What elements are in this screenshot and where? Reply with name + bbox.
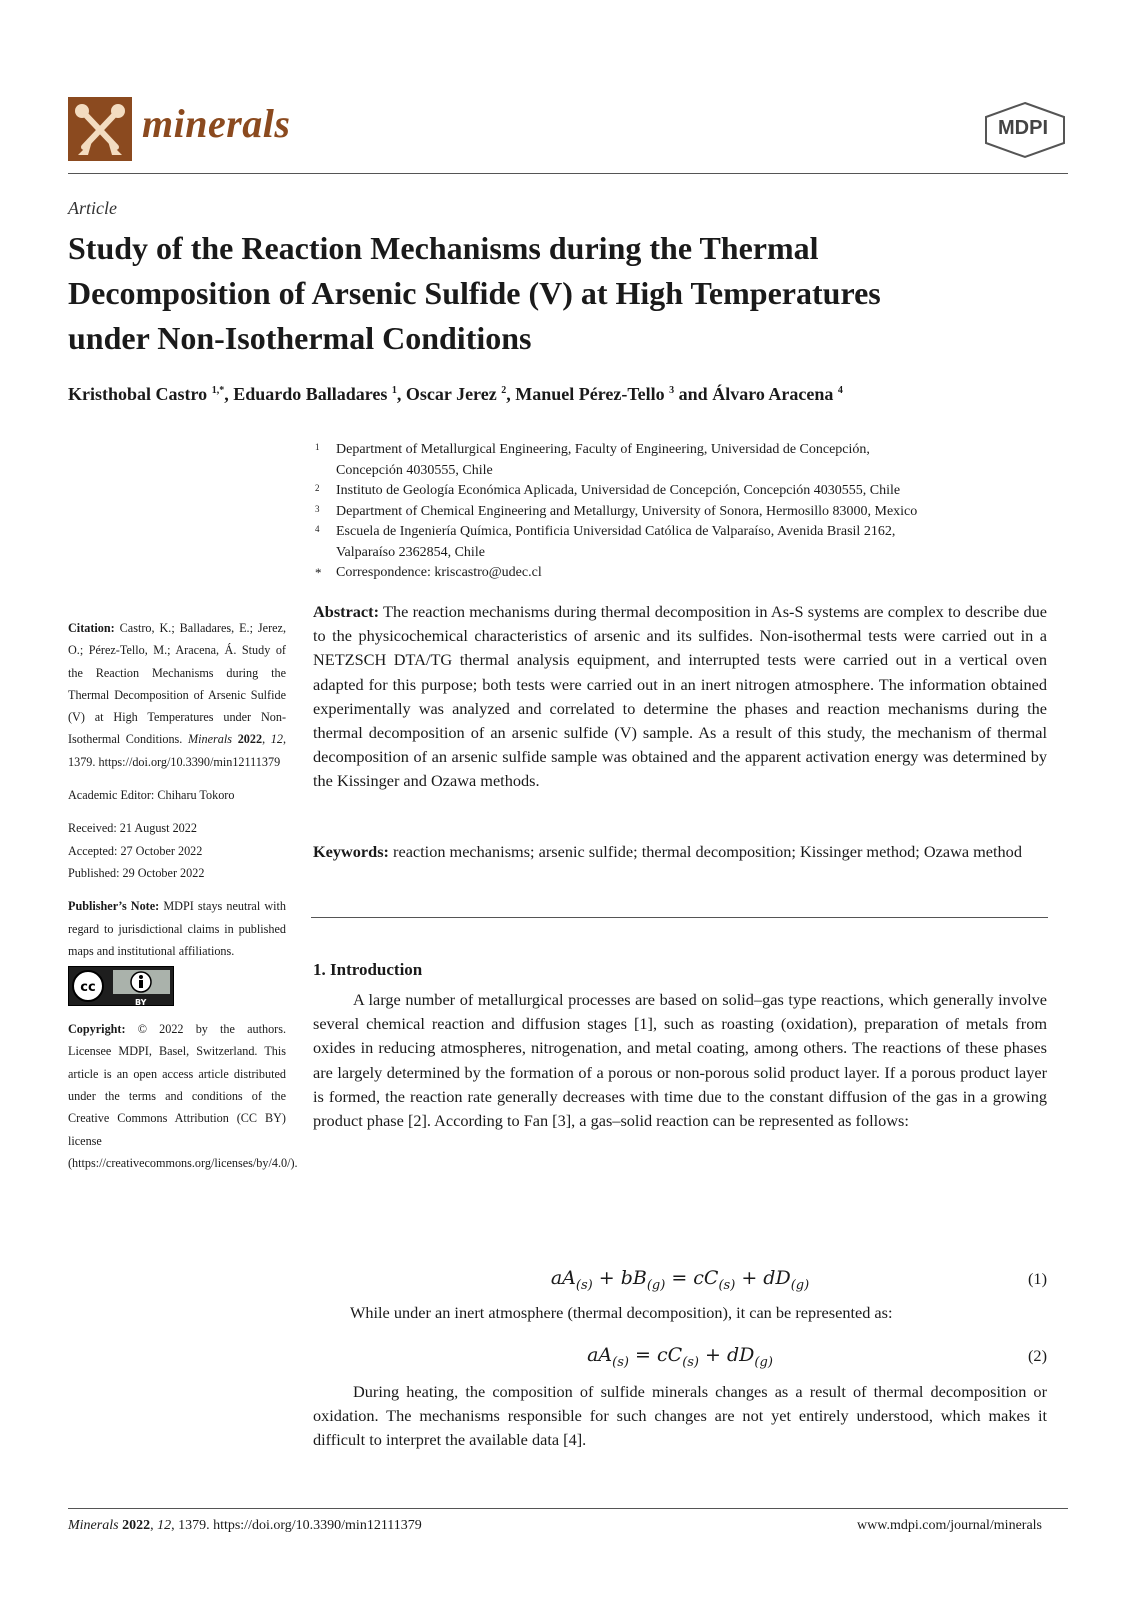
equation-number: (2) [1028,1346,1047,1365]
affiliation-text: Instituto de Geología Económica Aplicada, Universidad de Concepción, Concepción 4030555, Chile [336,483,901,498]
copyright-text: © 2022 by the authors. Licensee MDPI, Basel, Switzerland. This article is an open access article distributed under the terms and conditions of the Creative Commons Attribution (CC BY) license (https://creativecommons.org/licenses/by/4.0/). [68,1022,298,1170]
affiliation-number: 1 [315,442,320,452]
cc-by-license-icon[interactable] [68,966,174,1006]
academic-editor: Academic Editor: Chiharu Tokoro [68,788,235,803]
affiliation-number: 4 [315,524,320,534]
affiliation-text: Department of Metallurgical Engineering, Faculty of Engineering, Universidad de Concepción, [336,442,870,457]
author-affil-marker: 1,* [211,385,225,396]
abstract-text: The reaction mechanisms during thermal decomposition in As-S systems are complex to describe due to the physicochemical characteristics of arsenic and its sulfides. Non-isothermal tests were carried out in a NETZSCH DTA/TG thermal analysis equipment, and interrupted tests were carried out in a vertical oven adapted for this purpose; both tests were carried out in an inert nitrogen atmosphere. The information obtained experimentally was analyzed and correlated to determine the phases and reaction mechanisms during the thermal decomposition of an arsenic sulfide (V) sample. As a result of this study, the mechanism of thermal decomposition of an arsenic sulfide sample was obtained and the apparent activation energy was determined by the Kissinger and Ozawa methods. [313,602,1047,791]
citation-journal: Minerals [188,732,233,747]
author-affil-marker: 4 [837,385,843,396]
section-heading: 1. Introduction [313,960,423,979]
author-affil-marker: 1 [391,385,397,396]
received-date: Received: 21 August 2022 [68,821,197,836]
svg-text:cc: cc [80,980,96,996]
citation-label: Citation: [68,621,115,635]
equation-2 [313,1344,1047,1374]
author-list [68,384,843,405]
publisher-note-text: MDPI stays neutral with regard to jurisdictional claims in published maps and institutional affiliations. [68,899,287,958]
author-separator: , [224,384,234,404]
publisher-note [68,895,286,962]
intro-paragraph: A large number of metallurgical processes are based on solid–gas type reactions, which generally involve several chemical reaction and diffusion stages [1], such as roasting (oxidation), preparation of metals from oxides in reducing atmospheres, nitrogenation, and metal coating, among others. The reactions of these phases are largely determined by the formation of a porous or non-porous solid product layer. If a porous product layer is formed, the reaction rate generally decreases with time due to the constant diffusion of the gas in a growing product phase [2]. According to Fan [3], a gas–solid reaction can be represented as follows: [313,990,1047,1131]
affiliation-item [313,522,1073,563]
equation-1 [313,1267,1047,1297]
author: Álvaro Aracena [712,384,834,404]
author: Oscar Jerez [405,384,497,404]
affiliation-item [313,481,1073,502]
author: Eduardo Balladares [233,384,388,404]
affiliations [313,440,1073,584]
header-rule [68,173,1068,174]
footer-rule [68,1508,1068,1509]
citation-text: Castro, K.; Balladares, E.; Jerez, O.; Pérez-Tello, M.; Aracena, Á. Study of the Reaction Mechanisms during the Thermal Decomposition of Arsenic Sulfide (V) at High Temperatures under Non-Isothermal Conditions. [68,621,286,747]
author-affil-marker: 3 [669,385,675,396]
mdpi-logo-icon [982,101,1068,159]
footer-citation: Minerals 2022, 12, 1379. https://doi.org/10.3390/min12111379 [68,1518,422,1533]
cc-by-label: BY [135,998,147,1008]
citation: Citation: Castro, K.; Balladares, E.; Jerez, O.; Pérez-Tello, M.; Aracena, Á. Study of the Reaction Mechanisms during the Thermal Decomposition of Arsenic Sulfide (V) at High Temperatures under Non-Isothermal Conditions. Minerals 2022, 12, 1379. https://doi.org/10.3390/min12111379 [68,621,287,769]
keywords [313,840,1047,864]
correspondence-text[interactable]: Correspondence: kriscastro@udec.cl [336,565,542,580]
affiliation-item [313,502,1073,523]
footer-doi[interactable]: , 1379. https://doi.org/10.3390/min12111379 [171,1518,422,1533]
mdpi-logo-text: MDPI [998,117,1048,139]
citation-year: 2022 [237,732,263,747]
keywords-text: reaction mechanisms; arsenic sulfide; thermal decomposition; Kissinger method; Ozawa method [393,842,1022,861]
abstract [313,600,1047,794]
equation-1-expression: $aA_{(s)} + bB_{(g)} = cC_{(s)} + dD_{(g)}$ [550,1267,810,1293]
abstract-label: Abstract: [313,602,380,621]
footer-volume: 12 [157,1518,172,1533]
author-separator: , [396,384,406,404]
equation-number: (1) [1028,1269,1047,1288]
title-line: Decomposition of Arsenic Sulfide (V) at High Temperatures [68,275,881,311]
author-separator: , [506,384,516,404]
title-line: under Non-Isothermal Conditions [68,320,532,356]
article-title [68,226,1078,361]
affiliation-item [313,440,1073,481]
keywords-label: Keywords: [313,842,389,861]
section-rule [311,917,1048,918]
author-affil-marker: 2 [501,385,507,396]
publisher-note-label: Publisher’s Note: [68,899,160,914]
intro-paragraph: During heating, the composition of sulfide minerals changes as a result of thermal decomposition or oxidation. The mechanisms responsible for such changes are not yet entirely understood, which makes it difficult to interpret the available data [4]. [313,1382,1047,1450]
correspondence [313,563,1073,584]
affiliation-text: Concepción 4030555, Chile [336,462,493,478]
affiliation-text: Department of Chemical Engineering and Metallurgy, University of Sonora, Hermosillo 83000, Mexico [336,503,918,519]
article-type: Article [68,198,117,218]
accepted-date: Accepted: 27 October 2022 [68,843,203,858]
author: Kristhobal Castro [68,384,208,404]
citation-volume: 12 [270,732,283,747]
citation-doi[interactable]: , 1379. https://doi.org/10.3390/min12111379 [68,732,287,769]
published-date: Published: 29 October 2022 [68,865,205,880]
affiliation-text: Valparaíso 2362854, Chile [336,544,485,560]
intro-text: While under an inert atmosphere (thermal decomposition), it can be represented as: [350,1303,893,1322]
copyright [68,1018,298,1174]
affiliation-text: Escuela de Ingeniería Química, Pontificia Universidad Católica de Valparaíso, Avenida Brasil 2162, [336,524,896,539]
footer-journal: Minerals [68,1518,119,1533]
journal-name: minerals [142,101,291,146]
footer-url[interactable]: www.mdpi.com/journal/minerals [857,1518,1042,1533]
correspondence-marker: * [315,565,322,580]
affiliation-number: 2 [315,483,320,493]
minerals-logo-icon [68,97,132,161]
footer-year: 2022 [122,1518,151,1533]
equation-2-expression: $aA_{(s)} = cC_{(s)} + dD_{(g)}$ [587,1344,773,1370]
affiliation-number: 3 [315,503,320,514]
sidebar [68,617,298,1174]
title-line: Study of the Reaction Mechanisms during the Thermal [68,230,819,266]
copyright-label: Copyright: [68,1022,126,1037]
author-conjunction: and [674,384,713,404]
author: Manuel Pérez-Tello [515,384,665,404]
